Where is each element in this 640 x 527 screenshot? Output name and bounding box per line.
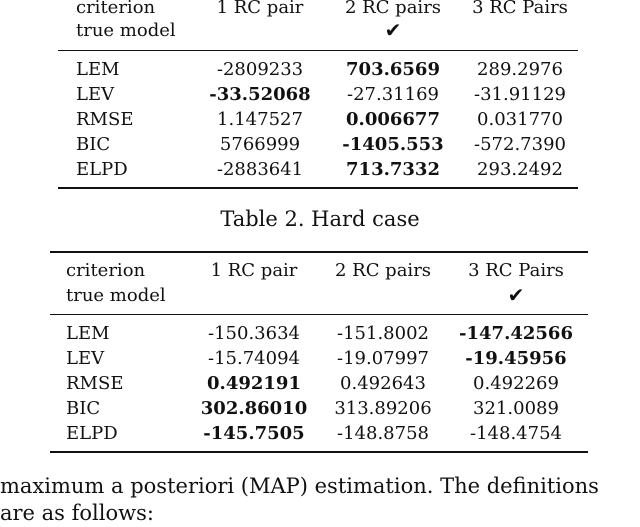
row-label: RMSE: [76, 109, 134, 130]
row-label: LEM: [76, 59, 120, 80]
row-label: LEM: [66, 323, 110, 344]
check-icon: ✔: [507, 283, 525, 307]
table-cell-best: 0.492191: [207, 373, 301, 394]
row-label: LEV: [66, 348, 105, 369]
header-rule: [50, 314, 588, 315]
table-cell-best: -145.7505: [203, 423, 305, 444]
top-rule: [50, 251, 588, 253]
row-label: BIC: [66, 398, 101, 419]
table-cell: -148.4754: [470, 423, 562, 444]
table-cell: 289.2976: [477, 59, 563, 80]
table-cell-best: 703.6569: [346, 59, 440, 80]
table-cell: 1.147527: [217, 109, 303, 130]
table-cell-best: -19.45956: [465, 348, 567, 369]
header-1-rc-pair: 1 RC pair: [216, 0, 304, 18]
row-label: BIC: [76, 134, 111, 155]
row-label: ELPD: [76, 159, 128, 180]
table-cell-best: -1405.553: [342, 134, 444, 155]
body-text-line: maximum a posteriori (MAP) estimation. The definitions: [0, 474, 599, 498]
table-cell: -572.7390: [474, 134, 566, 155]
header-3-rc-pairs: 3 RC Pairs: [472, 0, 568, 18]
table-cell: -150.3634: [208, 323, 300, 344]
row-label: RMSE: [66, 373, 124, 394]
table-cell: -15.74094: [208, 348, 300, 369]
table-cell: 321.0089: [473, 398, 559, 419]
table-cell: 5766999: [219, 134, 301, 155]
true-model-label: true model: [76, 20, 176, 41]
table-cell-best: -147.42566: [459, 323, 573, 344]
header-1-rc-pair: 1 RC pair: [210, 260, 298, 281]
table-cell: -148.8758: [337, 423, 429, 444]
table-caption: Table 2. Hard case: [220, 207, 420, 231]
true-model-label: true model: [66, 285, 166, 306]
table-cell: -27.31169: [347, 84, 439, 105]
bottom-rule: [58, 187, 578, 189]
table-cell-best: 0.006677: [346, 109, 440, 130]
table-cell: 293.2492: [477, 159, 563, 180]
table-cell-best: 713.7332: [346, 159, 440, 180]
row-label: ELPD: [66, 423, 118, 444]
header-rule: [58, 50, 578, 51]
table-cell: 0.031770: [477, 109, 563, 130]
header-criterion: criterion: [76, 0, 156, 18]
check-icon: ✔: [384, 18, 402, 42]
table-cell: -19.07997: [337, 348, 429, 369]
table-cell: -2809233: [216, 59, 304, 80]
body-text-line: are as follows:: [0, 501, 154, 525]
table-cell: 313.89206: [334, 398, 432, 419]
row-label: LEV: [76, 84, 115, 105]
header-criterion: criterion: [66, 260, 146, 281]
table-cell-best: -33.52068: [209, 84, 311, 105]
table-cell: -2883641: [216, 159, 304, 180]
bottom-rule: [50, 451, 588, 453]
table-cell-best: 302.86010: [200, 398, 308, 419]
table-cell: -31.91129: [474, 84, 566, 105]
header-2-rc-pairs: 2 RC pairs: [334, 260, 432, 281]
table-cell: 0.492269: [473, 373, 559, 394]
header-3-rc-pairs: 3 RC Pairs: [468, 260, 564, 281]
table-cell: 0.492643: [340, 373, 426, 394]
header-2-rc-pairs: 2 RC pairs: [344, 0, 442, 18]
table-cell: -151.8002: [337, 323, 429, 344]
